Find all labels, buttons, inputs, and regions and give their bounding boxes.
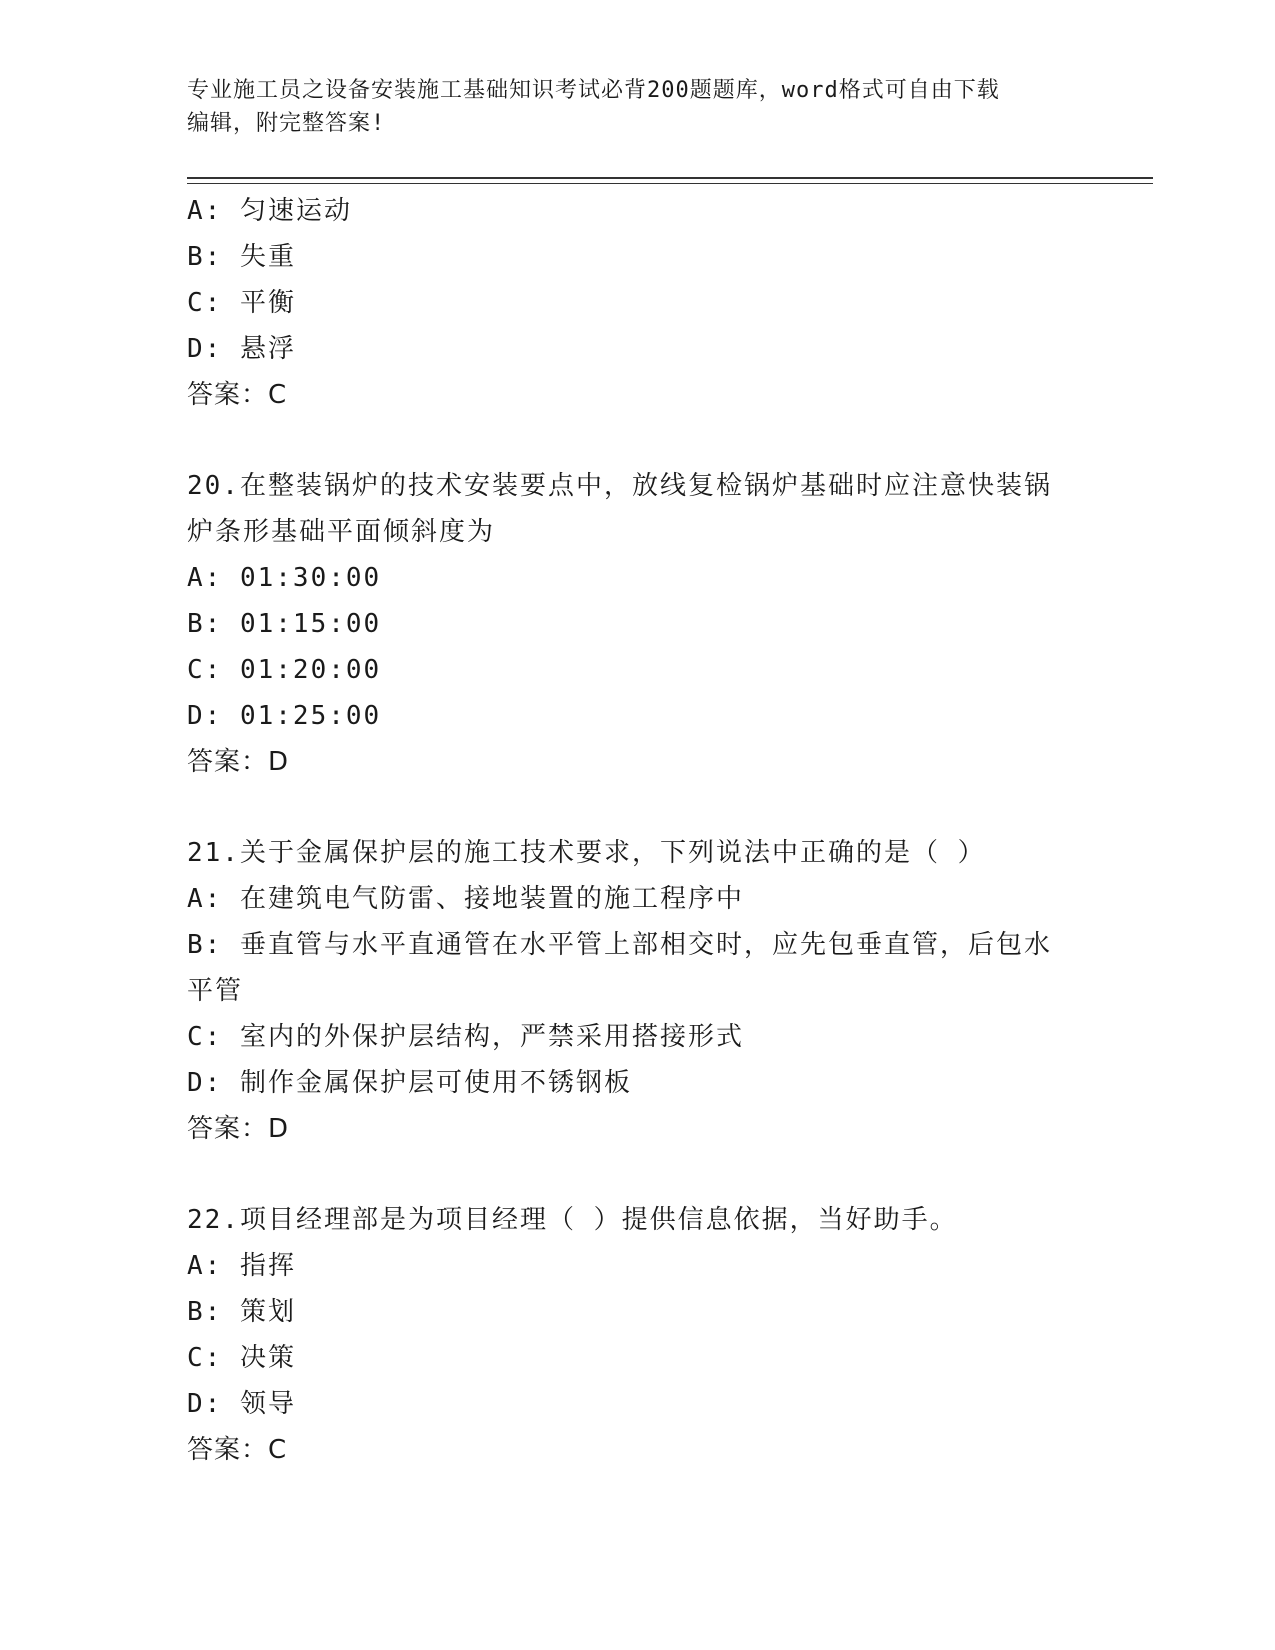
- question-19: [187, 188, 1087, 418]
- option-a: A: 匀速运动: [187, 196, 352, 226]
- question-20: [187, 463, 1087, 785]
- option-c: C: 01:20:00: [187, 655, 382, 685]
- answer: 答案：D: [187, 747, 290, 777]
- question-text: 22.项目经理部是为项目经理（ ）提供信息依据，当好助手。: [187, 1205, 958, 1235]
- option-b: B: 01:15:00: [187, 609, 382, 639]
- option-a: A: 在建筑电气防雷、接地装置的施工程序中: [187, 884, 744, 914]
- header-line-2: 编辑，附完整答案!: [187, 111, 386, 136]
- option-b-line-2: 平管: [187, 976, 244, 1006]
- option-c: C: 室内的外保护层结构，严禁采用搭接形式: [187, 1022, 744, 1052]
- question-21: [187, 830, 1087, 1152]
- option-d: D: 制作金属保护层可使用不锈钢板: [187, 1068, 632, 1098]
- option-a: A: 指挥: [187, 1251, 296, 1281]
- option-b-line-1: B: 垂直管与水平直通管在水平管上部相交时，应先包垂直管，后包水: [187, 930, 1052, 960]
- option-b: B: 策划: [187, 1297, 296, 1327]
- option-d: D: 领导: [187, 1389, 296, 1419]
- option-c: C: 平衡: [187, 288, 296, 318]
- option-b: B: 失重: [187, 242, 296, 272]
- option-c: C: 决策: [187, 1343, 296, 1373]
- question-text-line-2: 炉条形基础平面倾斜度为: [187, 517, 496, 547]
- header-divider-thin: [187, 183, 1153, 184]
- question-22: [187, 1197, 1087, 1473]
- option-d: D: 01:25:00: [187, 701, 382, 731]
- header-divider-thick: [187, 177, 1153, 179]
- option-d: D: 悬浮: [187, 334, 296, 364]
- header-line-1: 专业施工员之设备安装施工基础知识考试必背200题题库，word格式可自由下载: [187, 78, 1000, 103]
- question-text: 21.关于金属保护层的施工技术要求，下列说法中正确的是（ ）: [187, 838, 986, 868]
- document-body: [187, 188, 1087, 1473]
- question-text-line-1: 20.在整装锅炉的技术安装要点中，放线复检锅炉基础时应注意快装锅: [187, 471, 1052, 501]
- answer: 答案：C: [187, 1435, 288, 1465]
- answer: 答案：D: [187, 1114, 290, 1144]
- answer: 答案：C: [187, 380, 288, 410]
- page-header: [187, 74, 1087, 140]
- option-a: A: 01:30:00: [187, 563, 382, 593]
